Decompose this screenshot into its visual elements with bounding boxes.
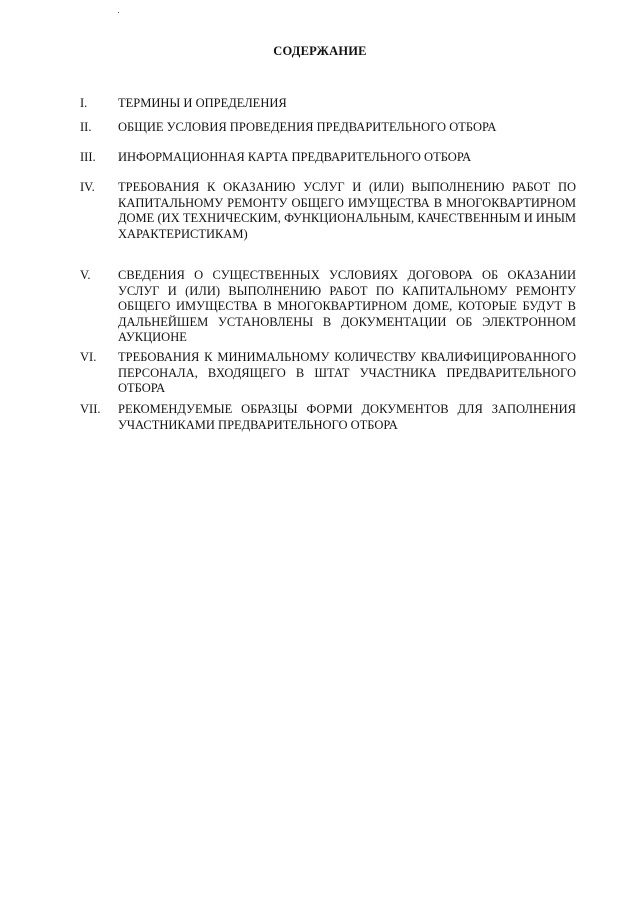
scan-speck xyxy=(118,12,119,13)
toc-item-4 xyxy=(80,180,576,242)
toc-item-number: IV. xyxy=(80,180,95,194)
toc-item-5 xyxy=(80,268,576,346)
toc-item-number: V. xyxy=(80,268,91,282)
toc-item-text: ТРЕБОВАНИЯ К МИНИМАЛЬНОМУ КОЛИЧЕСТВУ КВАЛИФИЦИРОВАННОГО ПЕРСОНАЛА, ВХОДЯЩЕГО В ШТАТ УЧАСТНИКА ПРЕДВАРИТЕЛЬНОГО ОТБОРА xyxy=(118,350,576,395)
toc-item-text: ТРЕБОВАНИЯ К ОКАЗАНИЮ УСЛУГ И (ИЛИ) ВЫПОЛНЕНИЮ РАБОТ ПО КАПИТАЛЬНОМУ РЕМОНТУ ОБЩЕГО ИМУЩЕСТВА В МНОГОКВАРТИРНОМ ДОМЕ (ИХ ТЕХНИЧЕСКИМ, ФУНКЦИОНАЛЬНЫМ, КАЧЕСТВЕННЫМ И ИНЫМ ХАРАКТЕРИСТИКАМ) xyxy=(118,180,576,241)
toc-item-number: III. xyxy=(80,150,96,164)
toc-item-6 xyxy=(80,350,576,397)
toc-item-3 xyxy=(80,150,576,166)
toc-item-number: VII. xyxy=(80,402,101,416)
toc-item-number: II. xyxy=(80,120,92,134)
toc-item-text: ИНФОРМАЦИОННАЯ КАРТА ПРЕДВАРИТЕЛЬНОГО ОТБОРА xyxy=(118,150,472,164)
page-title: СОДЕРЖАНИЕ xyxy=(273,44,367,58)
toc-item-text: ОБЩИЕ УСЛОВИЯ ПРОВЕДЕНИЯ ПРЕДВАРИТЕЛЬНОГО ОТБОРА xyxy=(118,120,497,134)
toc-item-1 xyxy=(80,96,576,112)
toc-item-text: РЕКОМЕНДУЕМЫЕ ОБРАЗЦЫ ФОРМИ ДОКУМЕНТОВ ДЛЯ ЗАПОЛНЕНИЯ УЧАСТНИКАМИ ПРЕДВАРИТЕЛЬНОГО ОТБОРА xyxy=(118,402,576,432)
toc-item-text: СВЕДЕНИЯ О СУЩЕСТВЕННЫХ УСЛОВИЯХ ДОГОВОРА ОБ ОКАЗАНИИ УСЛУГ И (ИЛИ) ВЫПОЛНЕНИЮ РАБОТ ПО КАПИТАЛЬНОМУ РЕМОНТУ ОБЩЕГО ИМУЩЕСТВА В МНОГОКВАРТИРНОМ ДОМЕ, КОТОРЫЕ БУДУТ В ДАЛЬНЕЙШЕМ УСТАНОВЛЕНЫ В ДОКУМЕНТАЦИИ ОБ ЭЛЕКТРОННОМ АУКЦИОНЕ xyxy=(118,268,576,344)
toc-item-text: ТЕРМИНЫ И ОПРЕДЕЛЕНИЯ xyxy=(118,96,287,110)
toc-item-2 xyxy=(80,120,576,136)
toc-item-7 xyxy=(80,402,576,433)
toc-item-number: I. xyxy=(80,96,88,110)
toc-item-number: VI. xyxy=(80,350,97,364)
